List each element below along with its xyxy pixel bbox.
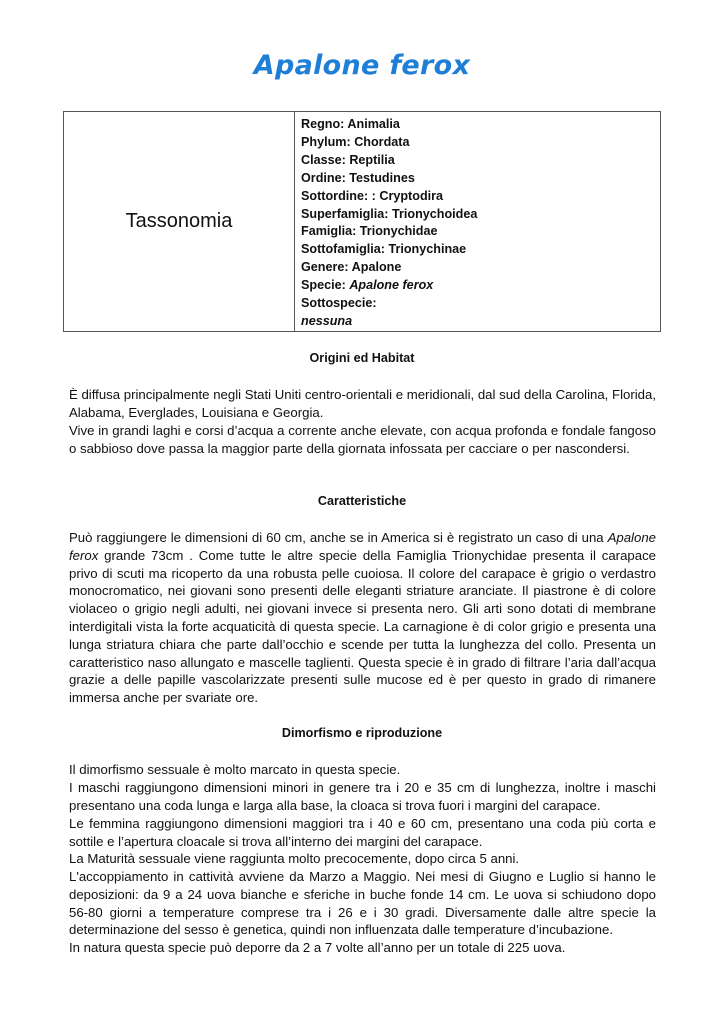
taxonomy-label: Regno: <box>301 117 345 131</box>
taxonomy-label: Ordine: <box>301 170 346 185</box>
taxonomy-line <box>301 223 660 241</box>
taxonomy-line <box>301 188 660 206</box>
taxonomy-line <box>301 313 660 331</box>
taxonomy-line <box>301 134 660 152</box>
paragraph-reproduction-6: In natura questa specie può deporre da 2 a 7 volte all’anno per un totale di 225 uova. <box>69 940 566 955</box>
taxonomy-value: nessuna <box>301 313 353 328</box>
section-heading-features: Caratteristiche <box>317 494 407 508</box>
paragraph-reproduction-3: Le femmina raggiungono dimensioni maggiori tra i 40 e 60 cm, presentano una coda più corta e sottile e l’apertura cloacale si trova all’interno dei margini del carapace. <box>69 816 656 849</box>
taxonomy-value: Trionychoidea <box>391 206 478 221</box>
taxonomy-value: : Cryptodira <box>371 188 444 203</box>
page-title: Apalone ferox <box>253 50 471 81</box>
taxonomy-line <box>301 206 660 224</box>
taxonomy-line <box>301 277 660 295</box>
taxonomy-value: Reptilia <box>349 152 395 167</box>
paragraph-origins-1: È diffusa principalmente negli Stati Uniti centro-orientali e meridionali, dal sud della Carolina, Florida, Alabama, Everglades, Louisiana e Georgia. <box>69 387 656 420</box>
taxonomy-label: Famiglia: <box>301 224 357 239</box>
paragraph-reproduction-2: I maschi raggiungono dimensioni minori in genere tra i 20 e 35 cm di lunghezza, inoltre i maschi presentano una coda lunga e larga alla base, la cloaca si trova fuori i margini del carapace. <box>69 780 656 813</box>
taxonomy-value: Apalone <box>351 260 402 275</box>
section-heading-reproduction: Dimorfismo e riproduzione <box>281 726 443 740</box>
taxonomy-value: Trionychidae <box>359 224 438 239</box>
paragraph-reproduction-5: L'accoppiamento in cattività avviene da Marzo a Maggio. Nei mesi di Giugno e Luglio si hanno le deposizioni: da 9 a 24 uova bianche e sferiche in buche fonde 14 cm. Le uova si schiudono dopo 56-80 giorni a temperature comprese tra i 26 e i 30 gradi. Diversamente dalle altre specie la determinazione del sesso è genetica, quindi non influenzata dalle temperature d’incubazione. <box>69 869 656 938</box>
features-text-b: grande 73cm . Come tutte le altre specie della Famiglia Trionychidae presenta il carapace privo di scuti ma ricoperto da una robusta pelle cuoiosa. Il colore del carapace è grigio o verdastro monocromatico, nei giovani sono presenti delle eleganti striature aranciate. Il piastrone è di colore violaceo o grigio negli adulti, nei giovani invece si presenta nero. Gli arti sono dotati di membrane interdigitali vista la forte acquaticità di questa specie. La carnagione è di color grigio e presenta una lunga striatura chiara che parte dall’occhio e scende per tutta la lunghezza del collo. Presenta un caratteristico naso allungato e mascelle taglienti. Questa specie è in grado di filtrare l’aria dall’acqua grazie a delle papille vascolarizzate presenti sulle mucose ed è per questo in grado di rimanere immersa anche per svariate ore. <box>69 547 656 706</box>
taxonomy-line <box>301 170 660 188</box>
taxonomy-table <box>63 111 661 332</box>
taxonomy-label: Phylum: <box>301 134 351 149</box>
taxonomy-value: Chordata <box>354 134 410 149</box>
taxonomy-line <box>301 259 660 277</box>
taxonomy-value: Animalia <box>347 117 400 131</box>
paragraph-reproduction-4: La Maturità sessuale viene raggiunta molto precocemente, dopo circa 5 anni. <box>69 851 520 866</box>
section-heading-origins: Origini ed Habitat <box>309 351 415 365</box>
taxonomy-label: Sottofamiglia: <box>301 242 385 257</box>
taxonomy-label: Genere: <box>301 260 349 275</box>
taxonomy-line <box>301 241 660 259</box>
taxonomy-value: Trionychinae <box>388 242 467 257</box>
paragraph-origins-2: Vive in grandi laghi e corsi d’acqua a corrente anche elevate, con acqua profonda e fondale fangoso o sabbioso dove passa la maggior parte della giornata infossata per cacciare o per nascondersi. <box>69 423 656 456</box>
taxonomy-line <box>301 152 660 170</box>
taxonomy-heading: Tassonomia <box>125 210 233 232</box>
taxonomy-label: Superfamiglia: <box>301 206 389 221</box>
features-text-a: Può raggiungere le dimensioni di 60 cm, anche se in America si è registrato un caso di una <box>69 530 608 545</box>
taxonomy-label: Specie: <box>301 278 346 293</box>
species-name-italic: Apalone ferox <box>69 530 656 563</box>
paragraph-reproduction-1: Il dimorfismo sessuale è molto marcato in questa specie. <box>69 762 401 777</box>
taxonomy-label: Sottospecie: <box>301 296 377 311</box>
paragraph-features-1 <box>69 529 656 707</box>
taxonomy-value: Apalone ferox <box>349 278 434 293</box>
taxonomy-line <box>301 116 660 134</box>
taxonomy-label: Sottordine: <box>301 188 369 203</box>
taxonomy-list <box>295 112 660 331</box>
taxonomy-heading-cell <box>64 112 295 331</box>
taxonomy-line <box>301 295 660 313</box>
taxonomy-label: Classe: <box>301 152 346 167</box>
taxonomy-value: Testudines <box>349 170 415 185</box>
